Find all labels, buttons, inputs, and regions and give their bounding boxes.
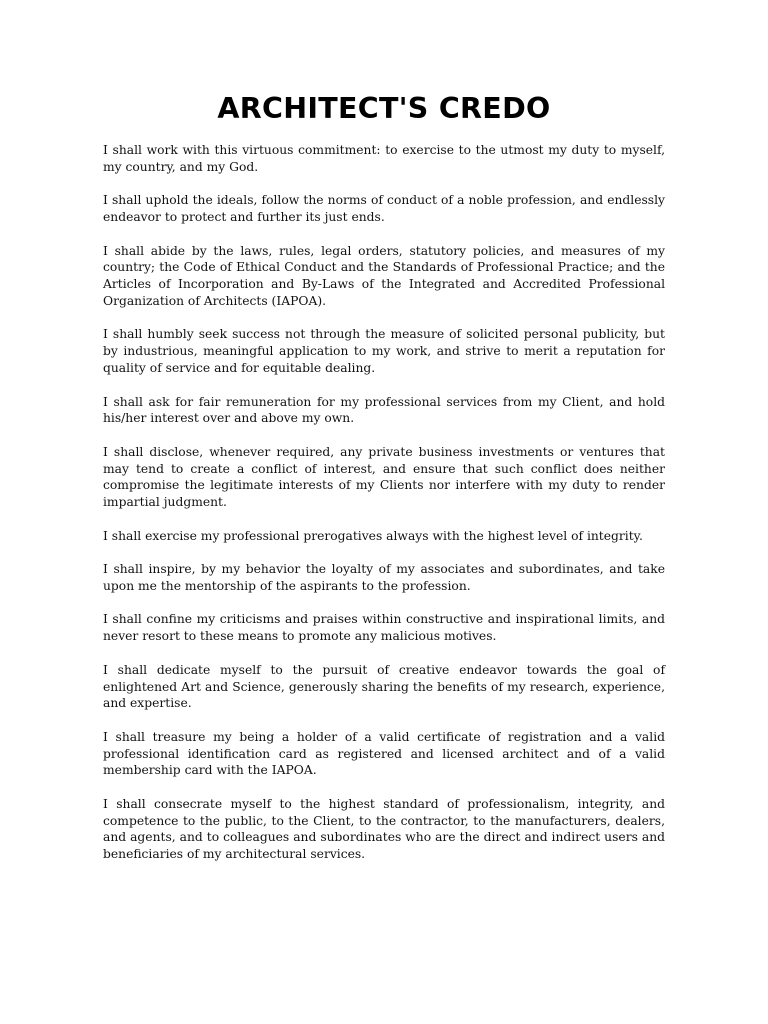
- document-title: ARCHITECT'S CREDO: [217, 92, 551, 125]
- credo-paragraph: I shall uphold the ideals, follow the norms of conduct of a noble profession, and endlessly endeavor to protect and further its just ends.: [103, 193, 665, 225]
- credo-paragraph: I shall work with this virtuous commitment: to exercise to the utmost my duty to myself, my country, and my God.: [103, 143, 665, 174]
- credo-paragraph: I shall abide by the laws, rules, legal orders, statutory policies, and measures of my country; the Code of Ethical Conduct and the Standards of Professional Practice; and the Articles of Incorporation and By-Laws of the Integrated and Accredited Professional Organization of Architects (IAPOA).: [103, 243, 665, 308]
- credo-paragraph: I shall confine my criticisms and praises within constructive and inspirational limits, and never resort to these means to promote any malicious motives.: [103, 612, 665, 644]
- credo-paragraph: I shall ask for fair remuneration for my professional services from my Client, and hold his/her interest over and above my own.: [103, 394, 665, 426]
- credo-paragraph: I shall humbly seek success not through the measure of solicited personal publicity, but by industrious, meaningful application to my work, and strive to merit a reputation for quality of service and for equitable dealing.: [103, 327, 665, 376]
- credo-paragraph: I shall disclose, whenever required, any private business investments or ventures that may tend to create a conflict of interest, and ensure that such conflict does neither compromise the legitimate interests of my Clients nor interfere with my duty to render impartial judgment.: [103, 444, 665, 510]
- credo-paragraph: I shall consecrate myself to the highest standard of professionalism, integrity, and competence to the public, to the Client, to the contractor, to the manufacturers, dealers, and agents, and to colleagues and subordinates who are the direct and indirect users and beneficiaries of my architectural services.: [103, 796, 665, 862]
- document-body: [103, 142, 665, 880]
- credo-paragraph: I shall exercise my professional prerogatives always with the highest level of integrity.: [103, 528, 643, 543]
- credo-paragraph: I shall dedicate myself to the pursuit of creative endeavor towards the goal of enlightened Art and Science, generously sharing the benefits of my research, experience, and expertise.: [103, 662, 665, 711]
- credo-paragraph: I shall treasure my being a holder of a valid certificate of registration and a valid professional identification card as registered and licensed architect and of a valid membership card with the IAPOA.: [103, 729, 665, 778]
- credo-paragraph: I shall inspire, by my behavior the loyalty of my associates and subordinates, and take upon me the mentorship of the aspirants to the profession.: [103, 562, 665, 593]
